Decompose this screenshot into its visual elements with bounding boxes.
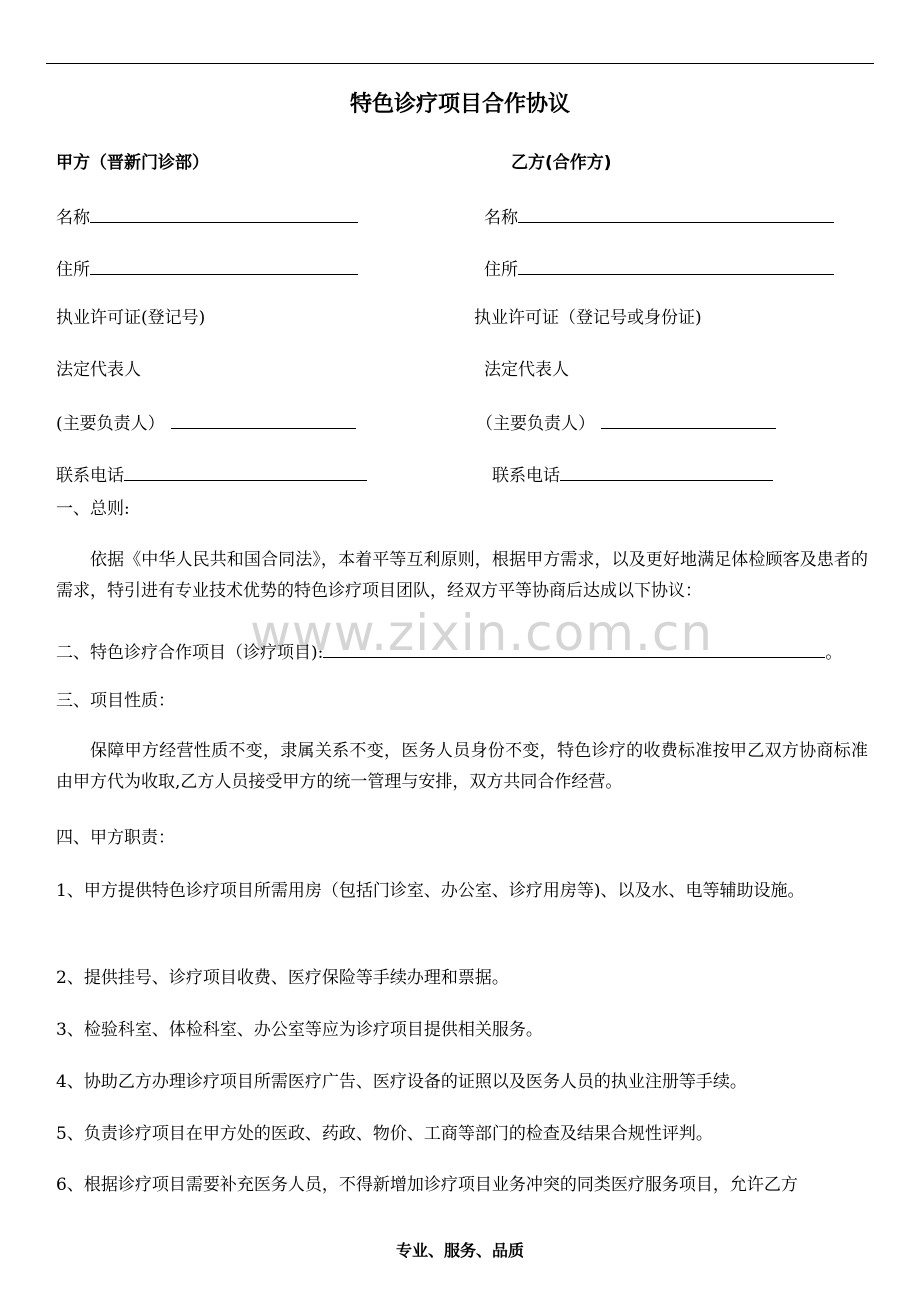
- party-b-legal-rep-label: 法定代表人: [484, 360, 569, 380]
- party-b-phone-field: [492, 461, 773, 488]
- section-2-end: 。: [825, 643, 843, 663]
- party-b-license-label: 执业许可证（登记号或身份证): [474, 308, 702, 328]
- party-a-license-label: 执业许可证(登记号): [56, 308, 206, 328]
- party-b-address-blank: [518, 255, 834, 275]
- section-1-heading: 一、总则:: [56, 499, 130, 519]
- party-a-name-label: 名称: [56, 208, 90, 228]
- party-b-principal-field: [476, 409, 776, 436]
- watermark: www.zixin.com.cn: [250, 604, 714, 662]
- party-a-phone-field: [56, 461, 367, 488]
- section-4-item-5: 5、负责诊疗项目在甲方处的医政、药政、物价、工商等部门的检查及结果合规性评判。: [56, 1124, 713, 1144]
- party-a-name-field: [56, 203, 358, 230]
- page-footer: 专业、服务、品质: [395, 1241, 524, 1260]
- party-a-address-blank: [90, 255, 358, 275]
- party-a-legal-rep-label: 法定代表人: [56, 360, 141, 380]
- section-4-item-4: 4、协助乙方办理诊疗项目所需医疗广告、医疗设备的证照以及医务人员的执业注册等手续。: [56, 1072, 747, 1092]
- section-2-blank: [323, 638, 825, 658]
- section-3-body: 保障甲方经营性质不变，隶属关系不变，医务人员身份不变，特色诊疗的收费标准按甲乙双方协商标准由甲方代为收取,乙方人员接受甲方的统一管理与安排，双方共同合作经营。: [56, 741, 868, 792]
- party-b-principal-label: （主要负责人）: [476, 414, 595, 434]
- section-4-heading: 四、甲方职责：: [56, 828, 175, 848]
- party-b-name-blank: [518, 203, 834, 223]
- party-a-phone-label: 联系电话: [56, 466, 124, 486]
- section-4-item-2: 2、提供挂号、诊疗项目收费、医疗保险等手续办理和票据。: [56, 968, 509, 988]
- party-a-principal-field: [56, 409, 356, 436]
- section-4-item-6: 6、根据诊疗项目需要补充医务人员，不得新增加诊疗项目业务冲突的同类医疗服务项目，允许乙方: [56, 1175, 798, 1195]
- party-b-phone-label: 联系电话: [492, 466, 560, 486]
- header-rule: [46, 63, 874, 64]
- section-1-body: 依据《中华人民共和国合同法》，本着平等互利原则，根据甲方需求，以及更好地满足体检顾客及患者的需求，特引进有专业技术优势的特色诊疗项目团队，经双方平等协商后达成以下协议：: [56, 550, 868, 601]
- section-3-heading: 三、项目性质：: [56, 691, 175, 711]
- party-a-name-blank: [90, 203, 358, 223]
- party-b-name-field: [484, 203, 834, 230]
- party-b-principal-blank: [601, 409, 776, 429]
- section-2-label: 二、特色诊疗合作项目（诊疗项目):: [56, 643, 324, 663]
- party-b-heading: 乙方(合作方): [511, 153, 612, 173]
- party-a-principal-blank: [171, 409, 356, 429]
- party-b-name-label: 名称: [484, 208, 518, 228]
- party-a-address-field: [56, 255, 358, 282]
- section-4-item-3: 3、检验科室、体检科室、办公室等应为诊疗项目提供相关服务。: [56, 1020, 543, 1040]
- party-a-address-label: 住所: [56, 260, 90, 280]
- party-a-heading: 甲方（晋新门诊部）: [56, 153, 209, 173]
- document-title: 特色诊疗项目合作协议: [349, 92, 570, 117]
- party-b-address-field: [484, 255, 834, 282]
- section-4-item-1: 1、甲方提供特色诊疗项目所需用房（包括门诊室、办公室、诊疗用房等)、以及水、电等辅助设施。: [56, 881, 805, 901]
- section-2-field: [56, 638, 842, 665]
- party-b-address-label: 住所: [484, 260, 518, 280]
- party-a-principal-label: (主要负责人）: [56, 414, 165, 434]
- party-a-phone-blank: [124, 461, 367, 481]
- party-b-phone-blank: [560, 461, 773, 481]
